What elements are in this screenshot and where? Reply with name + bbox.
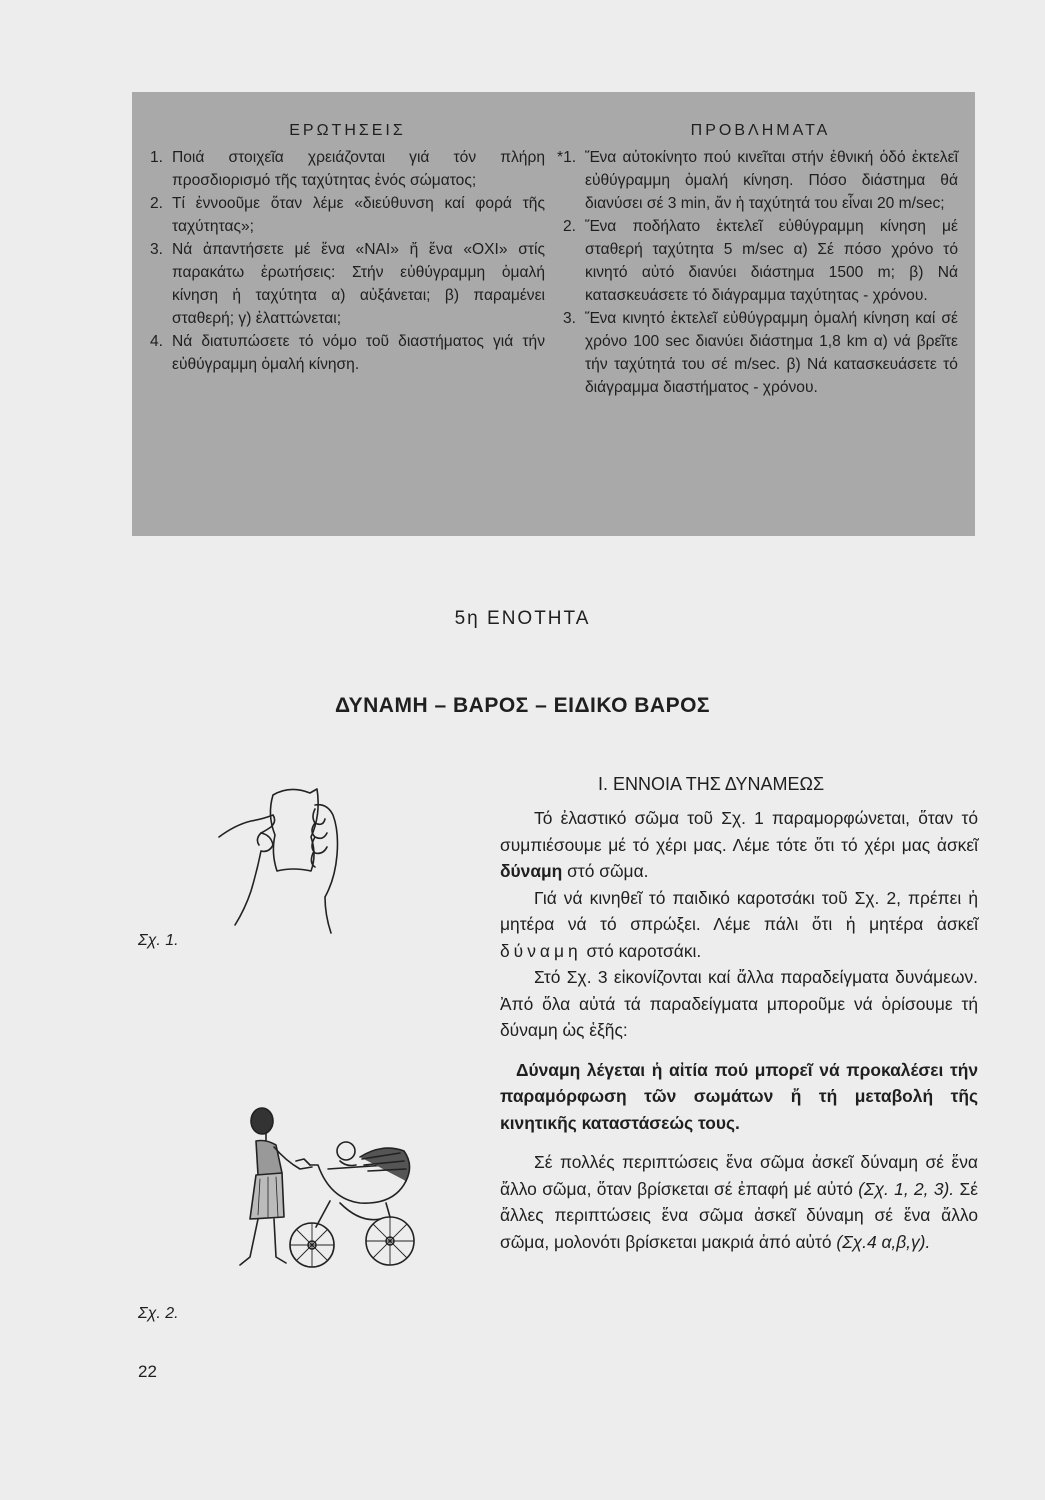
problem-item: 2. Ἕνα ποδήλατο ἐκτελεῖ εὐθύγραμμη κίνηση μέ σταθερή ταχύτητα 5 m/sec α) Σέ πόσο χρόνο τό κινητό αὐτό διανύει διάστημα 1500 m; β) Νά κατασκευάσετε τό διάγραμμα ταχύτητας - χρόνου. [563,218,958,304]
paragraph: Σέ πολλές περιπτώσεις ἕνα σῶμα ἀσκεῖ δύναμη σέ ἕνα ἄλλο σῶμα, ὅταν βρίσκεται σέ ἐπαφή μέ αὐτό (Σχ. 1, 2, 3). Σέ ἄλλες περιπτώσεις ἕνα σῶμα ἀσκεῖ δύναμη σέ ἕνα ἄλλο σῶμα, μολονότι βρίσκεται μακριά ἀπό αὐτό (Σχ.4 α,β,γ). [500,1152,978,1252]
questions-heading: ΕΡΩΤΗΣΕΙΣ [289,122,406,139]
figure-1-squeezed-body-illustration [215,775,365,935]
unit-heading: 5η ΕΝΟΤΗΤΑ [454,608,591,629]
chapter-title: ΔΥΝΑΜΗ – ΒΑΡΟΣ – ΕΙΔΙΚΟ ΒΑΡΟΣ [334,694,711,717]
paragraph: Γιά νά κινηθεῖ τό παιδικό καροτσάκι τοῦ Σχ. 2, πρέπει ἡ μητέρα νά τό σπρώξει. Λέμε πάλι ὅτι ἡ μητέρα ἀσκεῖ δύναμη στό καροτσάκι. [500,887,978,961]
problems-column [557,118,958,399]
body-text [500,805,978,1255]
problems-heading: ΠΡΟΒΛΗΜΑΤΑ [690,122,831,139]
question-item: 1. Ποιά στοιχεῖα χρειάζονται γιά τόν πλήρη προσδιορισμό τῆς ταχύτητας ἑνός σώματος; [150,149,545,189]
paragraph: Στό Σχ. 3 εἰκονίζονται καί ἄλλα παραδείγματα δυνάμεων. Ἀπό ὅλα αὐτά τά παραδείγματα μποροῦμε νά ὁρίσουμε τή δύναμη ὡς ἑξῆς: [500,967,978,1040]
force-definition: Δύναμη λέγεται ἡ αἰτία πού μπορεῖ νά προκαλέσει τήν παραμόρφωση τῶν σωμάτων ἤ τή μεταβολή τῆς κινητικῆς καταστάσεώς τους. [500,1059,978,1133]
questions-column [150,118,545,376]
question-item: 2. Τί ἐννοοῦμε ὅταν λέμε «διεύθυνση καί φορά τῆς ταχύτητας»; [150,195,545,235]
question-item: 4. Νά διατυπώσετε τό νόμο τοῦ διαστήματος γιά τήν εὐθύγραμμη ὁμαλή κίνηση. [150,333,545,373]
section-heading: Ι. ΕΝΝΟΙΑ ΤΗΣ ΔΥΝΑΜΕΩΣ [598,774,825,794]
paragraph: Τό ἐλαστικό σῶμα τοῦ Σχ. 1 παραμορφώνεται, ὅταν τό συμπιέσουμε μέ τό χέρι μας. Λέμε τότε ὅτι τό χέρι μας ἀσκεῖ δύναμη στό σῶμα. [500,808,978,881]
figure-2-caption: Σχ. 2. [138,1305,179,1322]
figure-2-mother-pushing-pram-illustration [200,1095,430,1285]
figure-1-caption: Σχ. 1. [138,932,179,949]
problem-item: *1. Ἕνα αὐτοκίνητο πού κινεῖται στήν ἐθνική ὁδό ἐκτελεῖ εὐθύγραμμη ὁμαλή κίνηση. Πόσο διάστημα θά διανύσει σέ 3 min, ἄν ἡ ταχύτητά του εἶναι 20 m/sec; [557,149,958,212]
question-item: 3. Νά ἀπαντήσετε μέ ἕνα «ΝΑΙ» ἤ ἕνα «ΟΧΙ» στίς παρακάτω ἐρωτήσεις: Στήν εὐθύγραμμη ὁμαλή κίνηση ἡ ταχύτητα α) αὐξάνεται; β) παραμένει σταθερή; γ) ἐλαττώνεται; [150,241,545,327]
problem-item: 3. Ἕνα κινητό ἐκτελεῖ εὐθύγραμμη ὁμαλή κίνηση καί σέ χρόνο 100 sec διανύει διάστημα 1,8 km α) νά βρεῖτε τήν ταχύτητά του σέ m/sec. β) Νά κατασκευάσετε τό διάγραμμα διαστήματος - χρόνου. [563,310,958,396]
page-number: 22 [138,1362,157,1381]
